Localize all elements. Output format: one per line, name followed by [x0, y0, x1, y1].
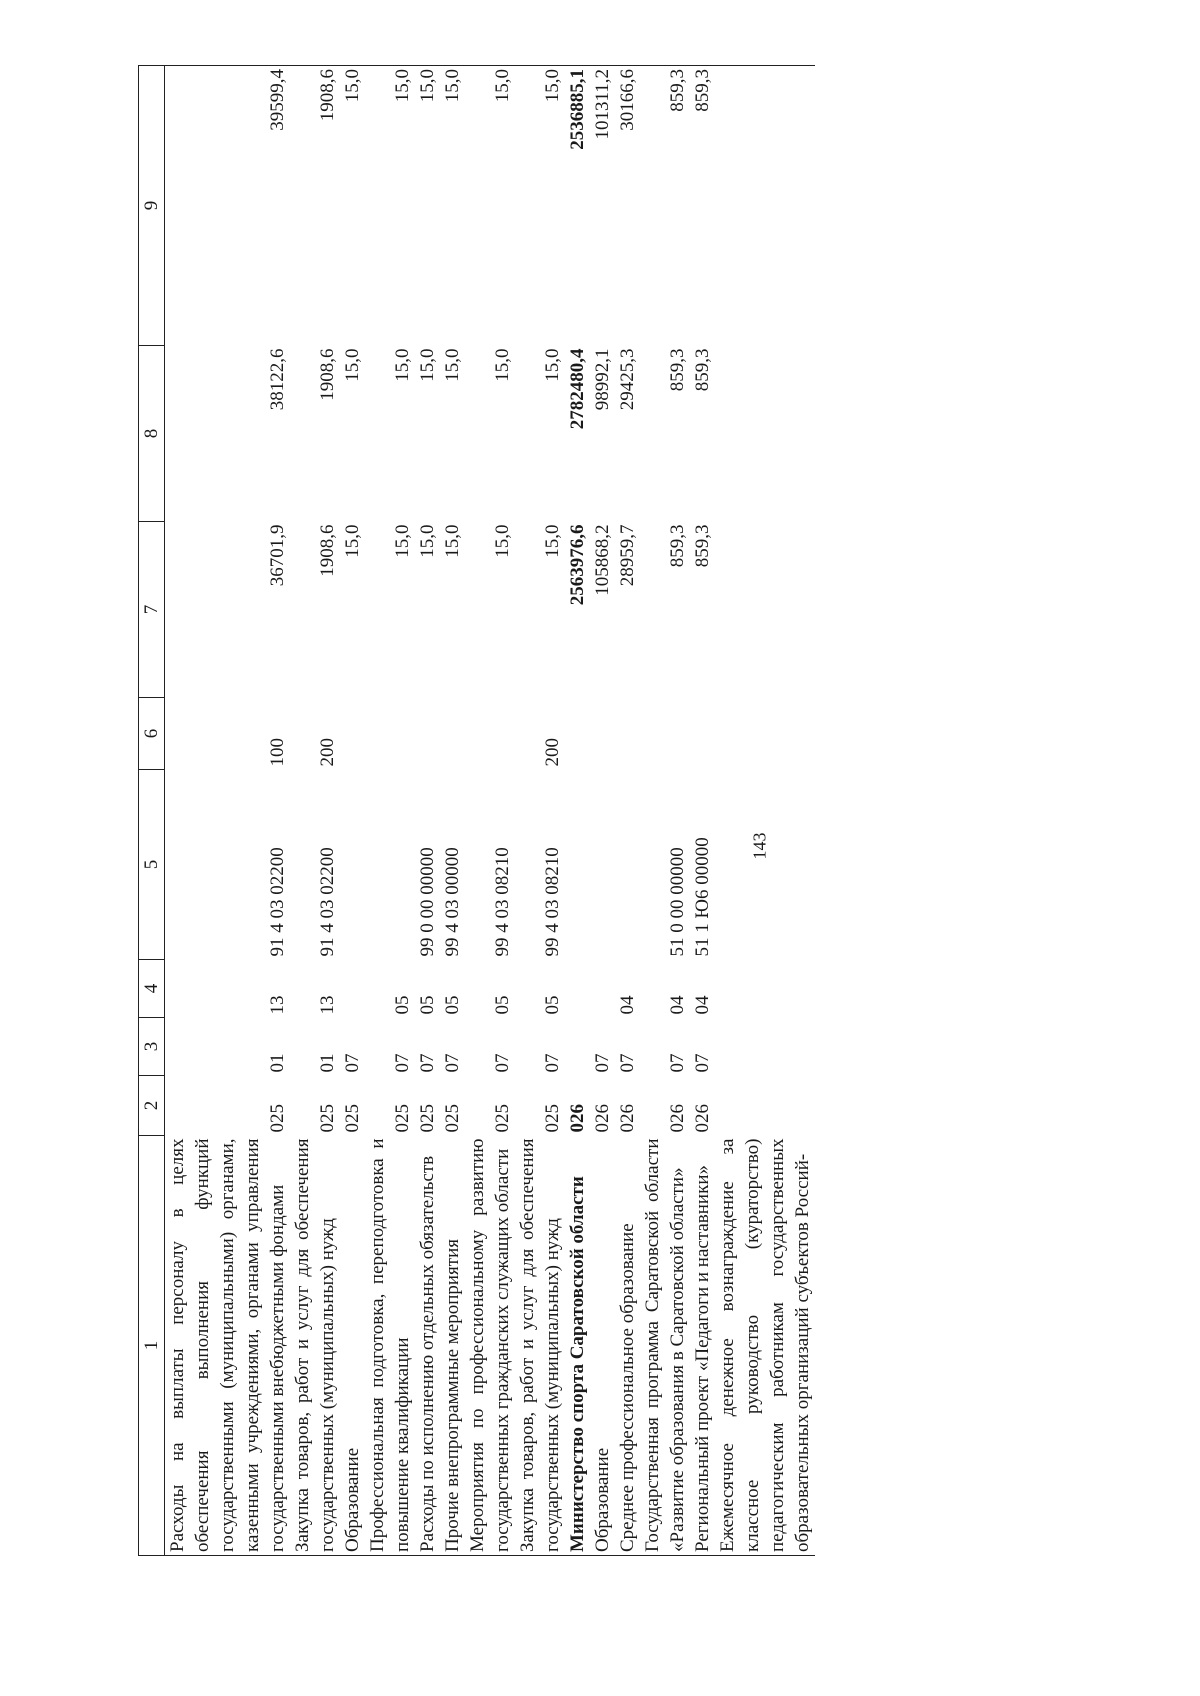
- row-cell-7: 15,0: [417, 524, 438, 558]
- row-cell-3: [715, 1018, 815, 1076]
- col-header: 2: [139, 1076, 165, 1136]
- row-cell-4: 05: [417, 995, 438, 1015]
- row-cell-2: 025: [392, 1104, 413, 1133]
- row-cell-4: 13: [317, 995, 338, 1015]
- table-row: [165, 66, 291, 1556]
- row-cell-5: 99 4 03 08210: [542, 847, 563, 957]
- row-cell-8: [715, 346, 815, 522]
- row-cell-3: 07: [417, 1053, 438, 1073]
- row-cell-7: 28959,7: [617, 524, 638, 587]
- row-cell-7: 105868,2: [592, 524, 613, 596]
- col-header: 9: [139, 66, 165, 346]
- row-cell-9: 15,0: [440, 66, 465, 346]
- row-cell-5: 99 4 03 00000: [442, 847, 463, 957]
- row-label: Прочие внепрограммные мероприятия: [440, 1136, 465, 1556]
- row-cell-7: 2563976,6: [567, 524, 588, 606]
- row-cell-2: 025: [267, 1104, 288, 1133]
- table-row: [465, 66, 515, 1556]
- row-cell-6: [440, 698, 465, 770]
- col-header: 6: [139, 698, 165, 770]
- row-label: Среднее профессиональное образование: [615, 1136, 640, 1556]
- row-cell-6: 200: [317, 738, 338, 767]
- row-cell-5: 91 4 03 02200: [267, 847, 288, 957]
- row-cell-8: 15,0: [492, 348, 513, 382]
- row-cell-2: 026: [667, 1104, 688, 1133]
- row-cell-3: 07: [542, 1053, 563, 1073]
- row-cell-4: 04: [667, 995, 688, 1015]
- row-cell-2: 026: [567, 1104, 588, 1133]
- row-cell-6: [615, 698, 640, 770]
- row-cell-4: 05: [492, 995, 513, 1015]
- row-cell-6: [340, 698, 365, 770]
- table-row: [290, 66, 340, 1556]
- row-cell-7: 15,0: [442, 524, 463, 558]
- col-header: 4: [139, 960, 165, 1018]
- table-row: [365, 66, 415, 1556]
- row-cell-2: 026: [617, 1104, 638, 1133]
- row-cell-9: 39599,4: [165, 66, 291, 346]
- row-cell-7: 36701,9: [267, 524, 288, 587]
- row-cell-9: 1908,6: [290, 66, 340, 346]
- row-cell-8: 15,0: [442, 348, 463, 382]
- rotated-page: [138, 66, 1058, 1556]
- row-cell-3: 07: [592, 1053, 613, 1073]
- row-cell-9: 15,0: [340, 66, 365, 346]
- row-cell-9: 15,0: [515, 66, 565, 346]
- table-row: [690, 66, 715, 1556]
- row-cell-5: [590, 770, 615, 960]
- row-label: Расходы на выплаты персоналу в целях обеспечения выполнения функций государственными (муниципальными) органами, казенными учреждениями, органами управления государственными внебюджетными фондами: [165, 1136, 291, 1556]
- row-cell-9: 15,0: [415, 66, 440, 346]
- row-cell-9: [715, 66, 815, 346]
- row-cell-8: 15,0: [542, 348, 563, 382]
- row-cell-4: 04: [617, 995, 638, 1015]
- row-cell-7: 15,0: [542, 524, 563, 558]
- row-cell-3: 07: [342, 1053, 363, 1073]
- row-cell-5: [365, 770, 415, 960]
- row-cell-3: 07: [442, 1053, 463, 1073]
- row-label: Региональный проект «Педагоги и наставники»: [690, 1136, 715, 1556]
- row-cell-9: 15,0: [365, 66, 415, 346]
- row-cell-5: [565, 770, 590, 960]
- row-cell-6: [565, 698, 590, 770]
- table-row: [440, 66, 465, 1556]
- row-cell-7: 15,0: [392, 524, 413, 558]
- row-cell-6: [365, 698, 415, 770]
- row-cell-3: 01: [317, 1053, 338, 1073]
- page-number: 143: [749, 832, 770, 860]
- row-cell-8: 1908,6: [317, 348, 338, 401]
- row-cell-9: 101311,2: [590, 66, 615, 346]
- row-cell-5: 51 1 Ю6 00000: [692, 837, 713, 957]
- row-cell-3: 07: [392, 1053, 413, 1073]
- table-row: [565, 66, 590, 1556]
- row-cell-6: 100: [267, 738, 288, 767]
- row-cell-3: 07: [492, 1053, 513, 1073]
- row-cell-8: 15,0: [417, 348, 438, 382]
- row-cell-5: [340, 770, 365, 960]
- row-cell-5: [715, 770, 815, 960]
- row-cell-4: 05: [442, 995, 463, 1015]
- row-label: Закупка товаров, работ и услуг для обеспечения государственных (муниципальных) нужд: [515, 1136, 565, 1556]
- col-header: 5: [139, 770, 165, 960]
- row-cell-9: 2536885,1: [565, 66, 590, 346]
- row-cell-7: 15,0: [492, 524, 513, 558]
- row-cell-7: 15,0: [342, 524, 363, 558]
- row-cell-5: 91 4 03 02200: [317, 847, 338, 957]
- row-cell-2: 026: [692, 1104, 713, 1133]
- row-label: Мероприятия по профессиональному развитию государственных гражданских служащих области: [465, 1136, 515, 1556]
- row-cell-9: 30166,6: [615, 66, 640, 346]
- row-cell-9: 15,0: [465, 66, 515, 346]
- col-header: 3: [139, 1018, 165, 1076]
- row-cell-5: 51 0 00 00000: [667, 847, 688, 957]
- col-header: 7: [139, 522, 165, 698]
- table-body: [165, 66, 816, 1556]
- row-cell-3: 07: [617, 1053, 638, 1073]
- row-cell-4: [340, 960, 365, 1018]
- row-cell-4: 05: [542, 995, 563, 1015]
- row-cell-5: 99 0 00 00000: [417, 847, 438, 957]
- table-row: [415, 66, 440, 1556]
- row-cell-2: 026: [592, 1104, 613, 1133]
- row-label: Профессиональная подготовка, переподготовка и повышение квалификации: [365, 1136, 415, 1556]
- row-cell-6: [465, 698, 515, 770]
- row-cell-5: [615, 770, 640, 960]
- row-label: Расходы по исполнению отдельных обязательств: [415, 1136, 440, 1556]
- row-label: Ежемесячное денежное вознаграждение за классное руководство (кураторство) педагогическим работникам государственных образовательных организаций субъектов Россий-: [715, 1136, 815, 1556]
- row-cell-2: 025: [442, 1104, 463, 1133]
- row-cell-8: 98992,1: [592, 348, 613, 411]
- row-label: Образование: [590, 1136, 615, 1556]
- row-cell-6: [690, 698, 715, 770]
- row-cell-8: 29425,3: [617, 348, 638, 411]
- col-header: 8: [139, 346, 165, 522]
- row-cell-2: [715, 1076, 815, 1136]
- row-cell-6: [590, 698, 615, 770]
- row-cell-5: 99 4 03 08210: [492, 847, 513, 957]
- row-cell-4: 05: [392, 995, 413, 1015]
- row-label: Министерство спорта Саратовской области: [565, 1136, 590, 1556]
- table-row: [615, 66, 640, 1556]
- row-cell-3: 07: [692, 1053, 713, 1073]
- row-cell-6: [415, 698, 440, 770]
- row-label: Образование: [340, 1136, 365, 1556]
- row-cell-8: 859,3: [667, 348, 688, 392]
- row-cell-4: 13: [267, 995, 288, 1015]
- row-cell-2: 025: [542, 1104, 563, 1133]
- row-cell-4: [590, 960, 615, 1018]
- table-row: [590, 66, 615, 1556]
- row-cell-8: 15,0: [392, 348, 413, 382]
- table-row: [715, 66, 815, 1556]
- row-cell-2: 025: [417, 1104, 438, 1133]
- row-label: Государственная программа Саратовской области «Развитие образования в Саратовской области»: [640, 1136, 690, 1556]
- row-cell-7: 859,3: [667, 524, 688, 568]
- row-cell-8: 859,3: [692, 348, 713, 392]
- row-cell-8: 15,0: [342, 348, 363, 382]
- col-header: 1: [139, 1136, 165, 1556]
- row-cell-4: 04: [692, 995, 713, 1015]
- row-cell-4: [715, 960, 815, 1018]
- row-label: Закупка товаров, работ и услуг для обеспечения государственных (муниципальных) нужд: [290, 1136, 340, 1556]
- header-row: [139, 66, 165, 1556]
- row-cell-8: 38122,6: [267, 348, 288, 411]
- row-cell-7: 1908,6: [317, 524, 338, 577]
- budget-table: [138, 65, 815, 1556]
- row-cell-2: 025: [342, 1104, 363, 1133]
- row-cell-2: 025: [492, 1104, 513, 1133]
- row-cell-4: [565, 960, 590, 1018]
- row-cell-8: 2782480,4: [567, 348, 588, 430]
- row-cell-9: 859,3: [640, 66, 690, 346]
- table-row: [640, 66, 690, 1556]
- row-cell-6: [715, 698, 815, 770]
- row-cell-3: 01: [267, 1053, 288, 1073]
- row-cell-6: 200: [542, 738, 563, 767]
- row-cell-2: 025: [317, 1104, 338, 1133]
- row-cell-7: [715, 522, 815, 698]
- row-cell-9: 859,3: [690, 66, 715, 346]
- row-cell-3: [565, 1018, 590, 1076]
- row-cell-7: 859,3: [692, 524, 713, 568]
- table-row: [340, 66, 365, 1556]
- row-cell-3: 07: [667, 1053, 688, 1073]
- row-cell-6: [640, 698, 690, 770]
- table-row: [515, 66, 565, 1556]
